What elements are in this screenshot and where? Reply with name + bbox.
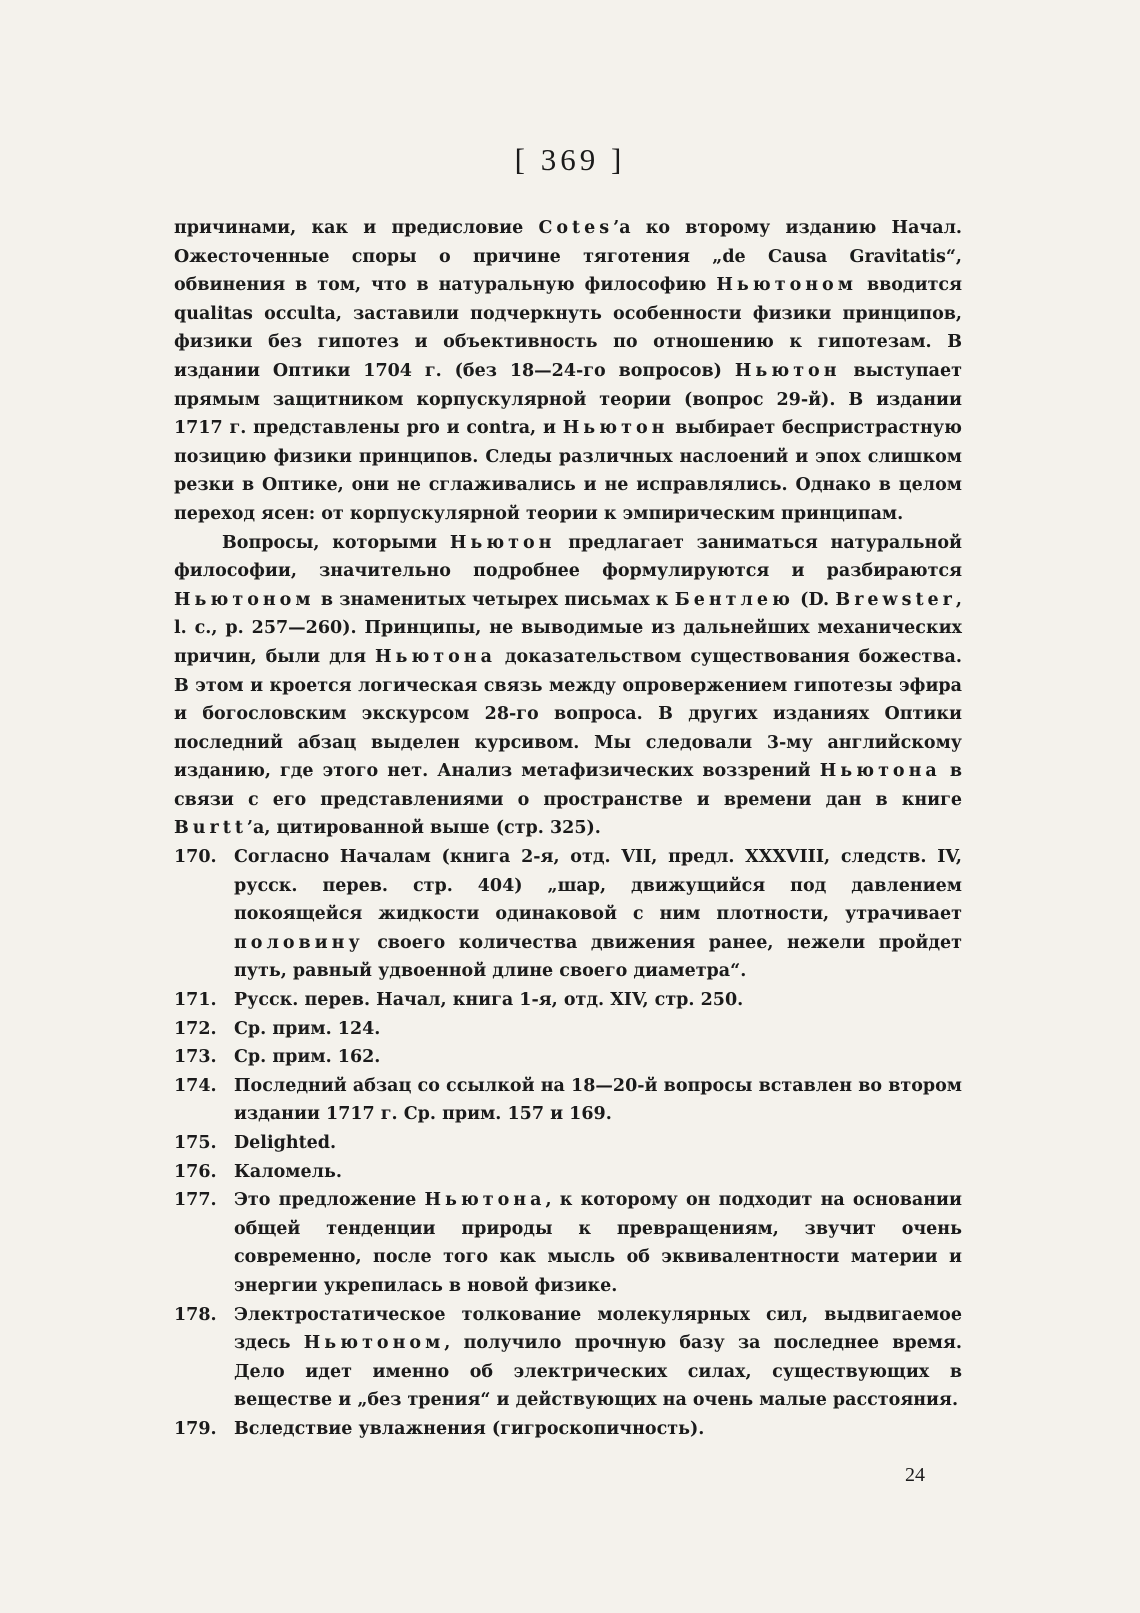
note-171 bbox=[174, 986, 962, 1015]
text-run: причинами, как и предисловие bbox=[174, 218, 539, 238]
spaced-name: Ньютон bbox=[562, 418, 669, 439]
note-170 bbox=[174, 843, 962, 986]
note-number: 173. bbox=[174, 1047, 217, 1068]
note-177 bbox=[174, 1186, 962, 1300]
note-number: 171. bbox=[174, 990, 217, 1011]
text-run: , получило прочную базу за последнее время. Дело идет именно об электрических силах, существующих в веществе и „без трения“ и действующих на очень малые расстояния. bbox=[234, 1333, 963, 1411]
note-text bbox=[234, 1186, 962, 1300]
text-run: Согласно Началам (книга 2-я, отд. VII, предл. XXXVIII, следств. IV, русск. перев. стр. 404) „шар, движущийся под давлением покоящейся жидкости одинаковой с ним плотности, утрачивает bbox=[234, 847, 962, 925]
note-number: 174. bbox=[174, 1075, 217, 1096]
spaced-name: Ньютона bbox=[374, 646, 496, 667]
note-text: Вследствие увлажнения (гигроскопичность). bbox=[234, 1418, 705, 1439]
text-run: ’a, цитированной выше (стр. 325). bbox=[246, 818, 601, 839]
spaced-name: Burtt bbox=[174, 818, 247, 839]
spaced-name: Ньютоном bbox=[716, 275, 857, 296]
note-text bbox=[234, 1301, 962, 1415]
text-run: в связи с его представлениями о пространстве и времени дан в книге bbox=[174, 761, 962, 810]
text-run: выбирает беспристрастную позицию физики принципов. Следы различных наслоений и эпох слишком резки в Оптике, они не сглаживались и не исправлялись. Однако в целом переход ясен: от корпускулярной теории к эмпирическим принципам. bbox=[174, 418, 963, 524]
text-run: Электростатическое толкование молекулярных сил, выдвигаемое здесь bbox=[234, 1304, 962, 1354]
note-173 bbox=[174, 1043, 962, 1072]
spaced-name: Cotes bbox=[538, 218, 614, 238]
text-run: в знаменитых четырех письмах к bbox=[314, 589, 675, 610]
page-body bbox=[174, 214, 962, 1444]
text-run: , l. c., p. 257—260). Принципы, не выводимые из дальнейших механических причин, были для bbox=[174, 589, 962, 667]
note-text: Ср. прим. 162. bbox=[234, 1047, 381, 1068]
spaced-name: Бентлею bbox=[674, 589, 794, 610]
note-number: 178. bbox=[174, 1304, 217, 1325]
paragraph bbox=[174, 529, 962, 844]
spaced-word: половину bbox=[234, 932, 364, 953]
note-number: 175. bbox=[174, 1133, 217, 1153]
note-172 bbox=[174, 1015, 962, 1044]
spaced-name: Ньютон bbox=[449, 532, 556, 553]
text-run: предлагает заниматься натуральной философии, значительно подробнее формулируются и разбираются bbox=[174, 532, 962, 582]
text-run: вводится qualitas occulta, заставили подчеркнуть особенности физики принципов, физики без гипотез и объективность по отношению к гипотезам. В издании Оптики 1704 г. (без 18—24-го вопросов) bbox=[174, 275, 963, 381]
note-179 bbox=[174, 1415, 962, 1444]
spaced-name: Ньютоном bbox=[174, 589, 315, 610]
spaced-name: Ньютона bbox=[819, 761, 941, 782]
spaced-name: Ньютоном bbox=[303, 1333, 445, 1354]
continuation-paragraph bbox=[174, 214, 962, 529]
signature-mark: 24 bbox=[905, 1464, 925, 1486]
spaced-name: Ньютон bbox=[734, 360, 841, 381]
text-run: своего количества движения ранее, нежели пройдет путь, равный удвоенной длине своего диаметра“. bbox=[234, 932, 962, 982]
note-176 bbox=[174, 1158, 962, 1187]
text-run: , к которому он подходит на основании общей тенденции природы к превращениям, звучит очень современно, после того как мысль об эквивалентности материи и энергии укрепилась в новой физике. bbox=[234, 1190, 963, 1296]
text-run: ’а ко второму изданию Начал. Ожесточенные споры о причине тяготения „de Causa Gravitatis“, обвинения в том, что в натуральную философию bbox=[174, 218, 963, 296]
note-text bbox=[234, 843, 962, 986]
text-run: Вопросы, которыми bbox=[222, 532, 450, 553]
spaced-name: Ньютона bbox=[424, 1190, 546, 1211]
note-number: 177. bbox=[174, 1190, 217, 1211]
note-text: Последний абзац со ссылкой на 18—20-й вопросы вставлен во втором издании 1717 г. Ср. прим. 157 и 169. bbox=[234, 1075, 962, 1125]
note-number: 179. bbox=[174, 1418, 217, 1439]
note-number: 170. bbox=[174, 847, 217, 868]
page-number: [ 369 ] bbox=[514, 142, 626, 177]
text-run: Это предложение bbox=[234, 1190, 425, 1211]
text-run: (D. bbox=[793, 589, 836, 610]
spaced-name: Brewster bbox=[835, 589, 956, 610]
text-run: выступает прямым защитником корпускулярной теории (вопрос 29-й). В издании 1717 г. представлены pro и contra, и bbox=[174, 360, 963, 439]
note-text: Каломель. bbox=[234, 1161, 342, 1182]
note-text: Русск. перев. Начал, книга 1-я, отд. XIV, стр. 250. bbox=[234, 990, 744, 1011]
note-178 bbox=[174, 1301, 962, 1415]
note-text: Delighted. bbox=[234, 1133, 337, 1153]
note-number: 176. bbox=[174, 1161, 217, 1182]
note-174 bbox=[174, 1072, 962, 1129]
note-number: 172. bbox=[174, 1018, 217, 1039]
note-175 bbox=[174, 1129, 962, 1158]
text-run: доказательством существования божества. В этом и кроется логическая связь между опровержением гипотезы эфира и богословским экскурсом 28-го вопроса. В других изданиях Оптики последний абзац выделен курсивом. Мы следовали 3-му английскому изданию, где этого нет. Анализ метафизических воззрений bbox=[174, 646, 962, 782]
note-text: Ср. прим. 124. bbox=[234, 1018, 381, 1039]
